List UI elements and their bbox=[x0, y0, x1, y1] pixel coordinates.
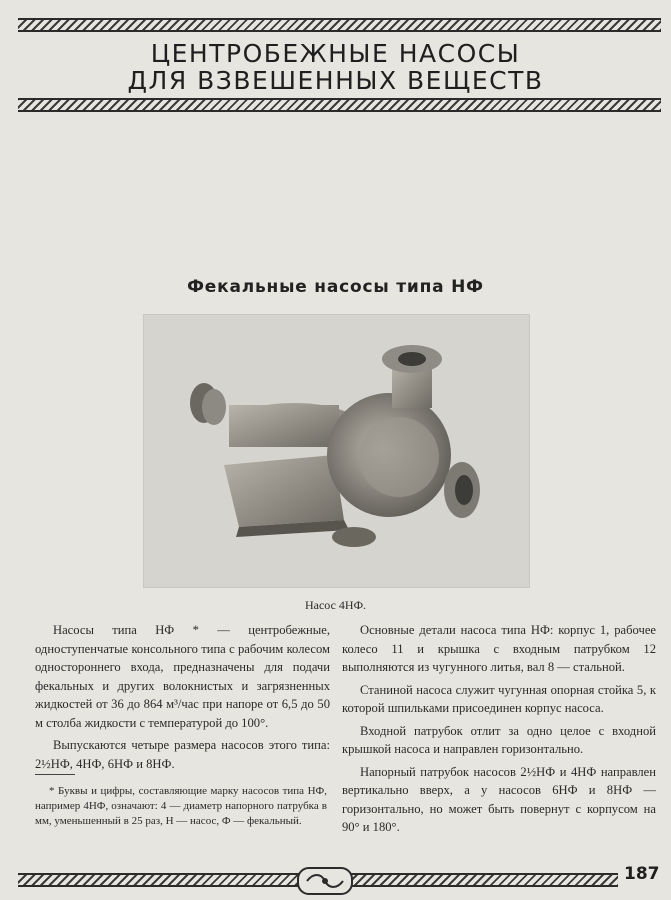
pump-illustration bbox=[144, 315, 529, 587]
paragraph: Выпускаются четыре размера насосов этого типа: 2½НФ, 4НФ, 6НФ и 8НФ. bbox=[35, 738, 330, 771]
footnote bbox=[35, 784, 327, 829]
photo-caption: Насос 4НФ. bbox=[304, 598, 367, 612]
footnote-text: * Буквы и цифры, составляющие марку насосов типа НФ, например 4НФ, означают: 4 — диаметр напорного патрубка в мм, уменьшенный в 25 раз, Н — насос, Ф — фекальный. bbox=[35, 785, 327, 827]
header-title-line-2: ДЛЯ ВЗВЕШЕННЫХ ВЕЩЕСТВ bbox=[127, 66, 544, 95]
left-column bbox=[35, 621, 330, 777]
paragraph: Входной патрубок отлит за одно целое с входной крышкой насоса и направлен горизонтально. bbox=[342, 723, 656, 756]
footnote-divider bbox=[35, 774, 75, 775]
pump-photo bbox=[143, 314, 530, 588]
paragraph: Основные детали насоса типа НФ: корпус 1, рабочее колесо 11 и крышка с входным патрубком 12 выполняются из чугунного литья, вал 8 — стальной. bbox=[342, 623, 656, 674]
header-top-band bbox=[18, 18, 661, 32]
right-column bbox=[342, 621, 656, 841]
header-title-line-1: ЦЕНТРОБЕЖНЫЕ НАСОСЫ bbox=[150, 39, 521, 68]
publisher-logo-icon bbox=[297, 867, 353, 895]
paragraph: Станиной насоса служит чугунная опорная стойка 5, к которой шпильками присоединен корпус насоса. bbox=[342, 682, 656, 715]
page-header-title bbox=[0, 40, 671, 94]
page-number: 187 bbox=[624, 864, 660, 884]
paragraph: Напорный патрубок насосов 2½НФ и 4НФ направлен вертикально вверх, а у насосов 6НФ и 8НФ — горизонтально, но может быть повернут с корпусом на 90° и 180°. bbox=[342, 764, 656, 834]
paragraph: Насосы типа НФ * — центробежные, одноступенчатые консольного типа с рабочим колесом одностороннего входа, предназначены для подачи фекальных и других волокнистых и загрязненных жидкостей от 36 до 864 м³/час при напоре от 6,5 до 50 м столба жидкости с температурой до 100°. bbox=[35, 623, 330, 730]
header-bottom-band bbox=[18, 98, 661, 112]
section-title: Фекальные насосы типа НФ bbox=[187, 277, 484, 297]
